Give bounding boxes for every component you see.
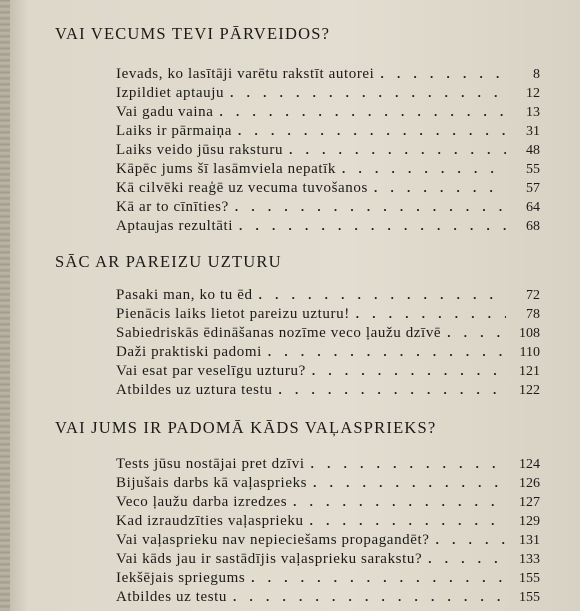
toc-entry-title: Vai gadu vaina bbox=[116, 104, 214, 120]
toc-entry-title: Atbildes uz testu bbox=[116, 589, 228, 605]
dot-leader bbox=[374, 180, 506, 196]
dot-leader bbox=[259, 287, 506, 303]
dot-leader bbox=[238, 123, 506, 139]
dot-leader bbox=[447, 325, 506, 341]
toc-entry-page: 108 bbox=[519, 326, 540, 341]
toc-entry bbox=[116, 287, 540, 307]
toc-entry-page: 124 bbox=[519, 457, 540, 472]
toc-entry-title: Daži praktiski padomi bbox=[116, 344, 262, 360]
dot-leader bbox=[311, 456, 506, 472]
dot-leader bbox=[342, 161, 506, 177]
toc-entry-page: 126 bbox=[519, 476, 540, 491]
toc-entry-title: Tests jūsu nostājai pret dzīvi bbox=[116, 456, 305, 472]
toc-entry-title: Kāpēc jums šī lasāmviela nepatīk bbox=[116, 161, 336, 177]
toc-entry bbox=[116, 456, 540, 476]
toc-entry-page: 121 bbox=[519, 364, 540, 379]
dot-leader bbox=[230, 85, 506, 101]
toc-entry-title: Vai esat par veselīgu uzturu? bbox=[116, 363, 306, 379]
toc-entry-title: Ievads, ko lasītāji varētu rakstīt autorei bbox=[116, 66, 375, 82]
toc-entry-title: Kad izraudzīties vaļasprieku bbox=[116, 513, 304, 529]
dot-leader bbox=[220, 104, 506, 120]
toc-entry-page: 122 bbox=[519, 383, 540, 398]
toc-entry-page: 72 bbox=[526, 288, 540, 303]
toc-entry bbox=[116, 161, 540, 181]
toc-entry-title: Iekšējais spriegums bbox=[116, 570, 246, 586]
toc-entry bbox=[116, 218, 540, 238]
toc-entry bbox=[116, 551, 540, 571]
dot-leader bbox=[436, 532, 506, 548]
toc-entry-page: 12 bbox=[526, 86, 540, 101]
dot-leader bbox=[380, 66, 506, 82]
section-heading: SĀC AR PAREIZU UZTURU bbox=[55, 252, 282, 271]
toc-entry-title: Atbildes uz uztura testu bbox=[116, 382, 273, 398]
toc-entry-title: Laiks veido jūsu raksturu bbox=[116, 142, 284, 158]
toc-entry-title: Pienācis laiks lietot pareizu uzturu! bbox=[116, 306, 350, 322]
toc-entry-title: Kā ar to cīnīties? bbox=[116, 199, 229, 215]
toc-entry bbox=[116, 66, 540, 86]
toc-entry-page: 155 bbox=[519, 571, 540, 586]
toc-entry bbox=[116, 104, 540, 124]
toc-entry-title: Bijušais darbs kā vaļasprieks bbox=[116, 475, 308, 491]
dot-leader bbox=[428, 551, 506, 567]
toc-entry-page: 127 bbox=[519, 495, 540, 510]
toc-entry bbox=[116, 85, 540, 105]
toc-entry-page: 131 bbox=[519, 533, 540, 548]
dot-leader bbox=[289, 142, 506, 158]
toc-entry bbox=[116, 123, 540, 143]
toc-entry-page: 55 bbox=[526, 162, 540, 177]
toc-entry-title: Pasaki man, ko tu ēd bbox=[116, 287, 253, 303]
toc-entry-page: 110 bbox=[519, 345, 540, 360]
toc-entry-title: Veco ļaužu darba izredzes bbox=[116, 494, 288, 510]
toc-entry bbox=[116, 494, 540, 514]
section-heading: VAI JUMS IR PADOMĀ KĀDS VAĻASPRIEKS? bbox=[55, 418, 437, 437]
toc-entry bbox=[116, 382, 540, 402]
toc-entry-page: 133 bbox=[519, 552, 540, 567]
dot-leader bbox=[278, 382, 506, 398]
toc-entry bbox=[116, 199, 540, 219]
toc-entry-title: Vai vaļasprieku nav nepieciešams propagandēt? bbox=[116, 532, 430, 548]
toc-entry bbox=[116, 589, 540, 609]
toc-entry-page: 8 bbox=[533, 67, 540, 82]
toc-entry-page: 129 bbox=[519, 514, 540, 529]
toc-entry bbox=[116, 363, 540, 383]
dot-leader bbox=[356, 306, 506, 322]
toc-entry-page: 31 bbox=[526, 124, 540, 139]
dot-leader bbox=[235, 199, 506, 215]
toc-entry-page: 155 bbox=[519, 590, 540, 605]
dot-leader bbox=[313, 475, 506, 491]
toc-entry-title: Kā cilvēki reaģē uz vecuma tuvošanos bbox=[116, 180, 368, 196]
toc-entry-page: 13 bbox=[526, 105, 540, 120]
toc-entry-title: Vai kāds jau ir sastādījis vaļasprieku sarakstu? bbox=[116, 551, 423, 567]
toc-entry-page: 48 bbox=[526, 143, 540, 158]
toc-entry bbox=[116, 142, 540, 162]
toc-entry bbox=[116, 306, 540, 326]
book-gutter bbox=[0, 0, 10, 611]
toc-entry-title: Laiks ir pārmaiņa bbox=[116, 123, 232, 139]
toc-entry-page: 78 bbox=[526, 307, 540, 322]
toc-entry bbox=[116, 180, 540, 200]
toc-entry bbox=[116, 513, 540, 533]
toc-entry bbox=[116, 325, 540, 345]
toc-entry-title: Sabiedriskās ēdināšanas nozīme veco ļaužu dzīvē bbox=[116, 325, 442, 341]
toc-entry bbox=[116, 532, 540, 552]
toc-entry bbox=[116, 344, 540, 364]
toc-entry bbox=[116, 475, 540, 495]
dot-leader bbox=[268, 344, 506, 360]
toc-entry-title: Izpildiet aptauju bbox=[116, 85, 225, 101]
toc-entry-page: 57 bbox=[526, 181, 540, 196]
toc-entry-page: 68 bbox=[526, 219, 540, 234]
dot-leader bbox=[239, 218, 506, 234]
dot-leader bbox=[310, 513, 506, 529]
dot-leader bbox=[251, 570, 506, 586]
toc-entry bbox=[116, 570, 540, 590]
section-heading: VAI VECUMS TEVI PĀRVEIDOS? bbox=[55, 24, 331, 43]
dot-leader bbox=[293, 494, 506, 510]
dot-leader bbox=[312, 363, 506, 379]
dot-leader bbox=[233, 589, 506, 605]
toc-entry-title: Aptaujas rezultāti bbox=[116, 218, 234, 234]
toc-entry-page: 64 bbox=[526, 200, 540, 215]
